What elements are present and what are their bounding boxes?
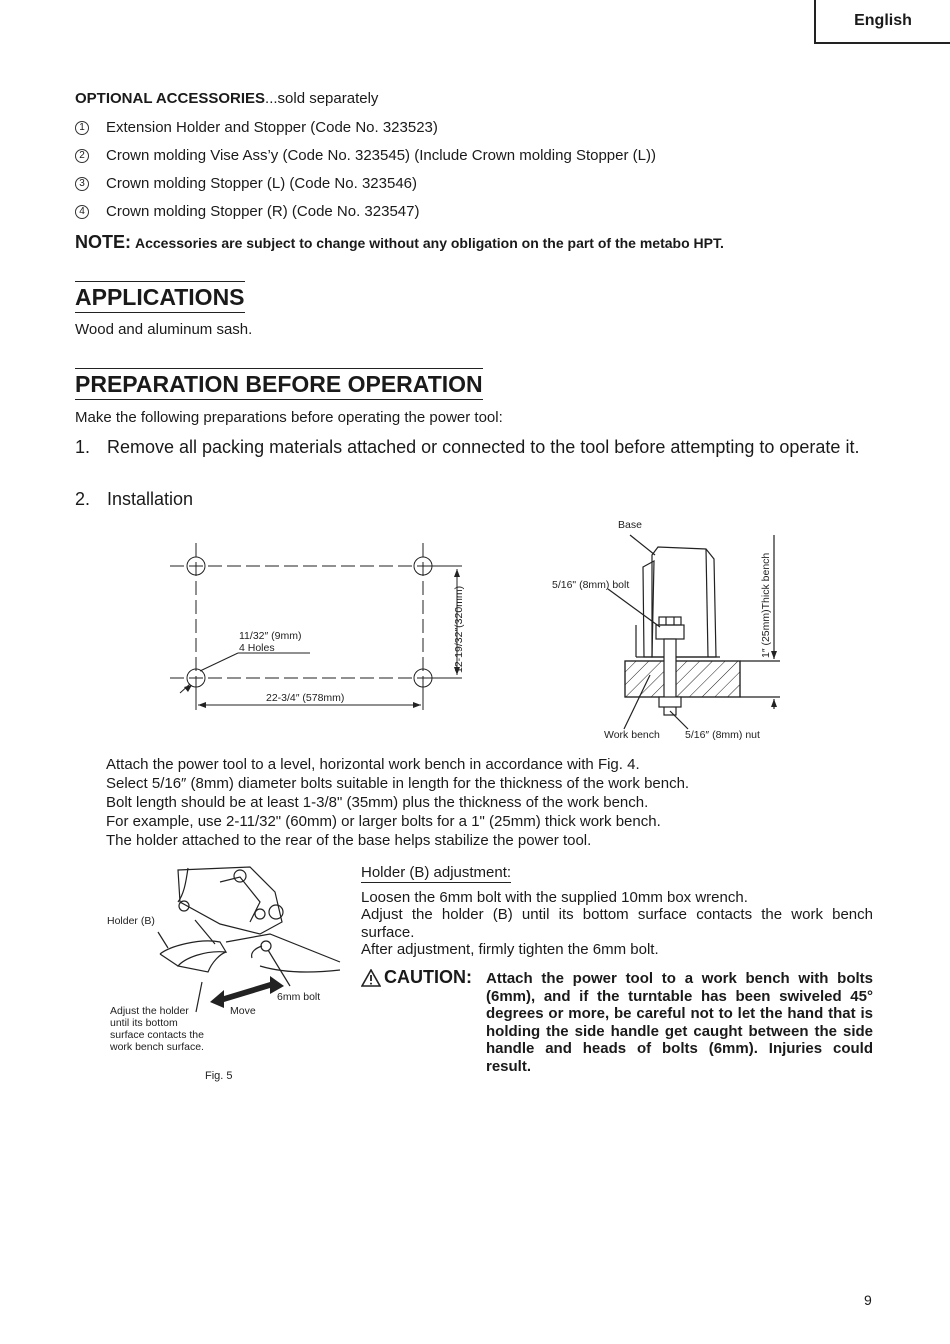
number-marker: 4 <box>75 205 89 219</box>
note-label: NOTE: <box>75 232 131 252</box>
language-tab: English <box>814 0 950 44</box>
installation-line: Select 5/16″ (8mm) diameter bolts suitable in length for the thickness of the work bench. <box>106 775 690 792</box>
height-dimension-label: 12-19/32″(320mm) <box>453 585 465 673</box>
hole-size-label: 11/32″ (9mm) <box>239 630 302 642</box>
work-bench-label: Work bench <box>604 729 660 741</box>
move-label: Move <box>230 1005 256 1017</box>
caution-label-text: CAUTION: <box>384 967 472 987</box>
accessory-text: Crown molding Stopper (L) (Code No. 323546) <box>106 175 417 192</box>
accessory-item <box>75 203 419 220</box>
installation-line: Bolt length should be at least 1-3/8" (35mm) plus the thickness of the work bench. <box>106 794 649 811</box>
caution-text: Attach the power tool to a work bench with bolts (6mm), and if the turntable has been swiveled 45° degrees or more, be careful not to let the hand that is holding the side handle get caught between the side handle and heads of bolts (6mm). Injuries could result. <box>486 970 873 1075</box>
installation-line: For example, use 2-11/32" (60mm) or larger bolts for a 1" (25mm) thick work bench. <box>106 813 661 830</box>
applications-text: Wood and aluminum sash. <box>75 321 253 338</box>
note-text: Accessories are subject to change without any obligation on the part of the metabo HPT. <box>135 235 724 251</box>
number-marker: 3 <box>75 177 89 191</box>
accessory-text: Crown molding Vise Ass’y (Code No. 323545) (Include Crown molding Stopper (L)) <box>106 147 656 164</box>
step-text: Remove all packing materials attached or connected to the tool before attempting to operate it. <box>107 437 860 457</box>
holder-label: Holder (B) <box>107 915 155 927</box>
holder-adjustment-line: After adjustment, firmly tighten the 6mm bolt. <box>361 941 659 958</box>
accessories-title-rest: ...sold separately <box>265 90 379 107</box>
page-number: 9 <box>864 1292 872 1308</box>
accessory-item <box>75 175 417 192</box>
installation-line: The holder attached to the rear of the base helps stabilize the power tool. <box>106 832 592 849</box>
step-item <box>75 437 885 457</box>
accessories-title-bold: OPTIONAL ACCESSORIES <box>75 90 266 107</box>
adjust-note-line: surface contacts the <box>110 1029 204 1041</box>
step-number: 2. <box>75 489 91 509</box>
warning-triangle-icon <box>361 969 381 987</box>
bolt-label: 5/16" (8mm) bolt <box>552 579 630 591</box>
preparation-intro: Make the following preparations before operating the power tool: <box>75 409 503 426</box>
base-label: Base <box>618 519 642 531</box>
accessories-title <box>75 90 378 107</box>
note <box>75 232 724 253</box>
caution-label <box>361 967 486 1076</box>
step-item <box>75 489 193 510</box>
holder-adjustment-line: Loosen the 6mm bolt with the supplied 10mm box wrench. <box>361 888 748 906</box>
number-marker: 1 <box>75 121 89 135</box>
holder-adjustment <box>361 864 873 959</box>
bolt-6mm-label: 6mm bolt <box>277 991 321 1003</box>
nut-label: 5/16″ (8mm) nut <box>685 729 760 741</box>
accessory-item <box>75 147 656 164</box>
width-dimension-label: 22-3/4″ (578mm) <box>266 692 345 704</box>
caution-block <box>361 967 873 1076</box>
holder-adjustment-title: Holder (B) adjustment: <box>361 864 512 881</box>
adjust-note-line: until its bottom <box>110 1017 178 1029</box>
installation-paragraph <box>106 755 689 850</box>
accessory-text: Extension Holder and Stopper (Code No. 323523) <box>106 119 438 136</box>
preparation-heading: PREPARATION BEFORE OPERATION <box>75 368 483 400</box>
step-number: 1. <box>75 437 91 457</box>
holder-adjustment-line: Adjust the holder (B) until its bottom surface contacts the work bench surface. <box>361 906 873 941</box>
adjust-note-line: work bench surface. <box>110 1041 204 1053</box>
installation-line: Attach the power tool to a level, horizontal work bench in accordance with Fig. 4. <box>106 756 640 773</box>
bolt-section-diagram <box>540 515 790 745</box>
accessory-item <box>75 119 438 136</box>
move-arrow-icon <box>210 976 284 1008</box>
step-text: Installation <box>107 489 194 509</box>
hole-count-label: 4 Holes <box>239 642 275 654</box>
number-marker: 2 <box>75 149 89 163</box>
applications-heading: APPLICATIONS <box>75 281 245 313</box>
mounting-hole-diagram <box>160 535 480 725</box>
accessory-text: Crown molding Stopper (R) (Code No. 323547) <box>106 203 420 220</box>
holder-adjustment-figure <box>100 862 350 1092</box>
figure-caption: Fig. 5 <box>205 1070 233 1082</box>
adjust-note-line: Adjust the holder <box>110 1005 189 1017</box>
thickness-label: 1″ (25mm)Thick bench <box>760 552 772 658</box>
